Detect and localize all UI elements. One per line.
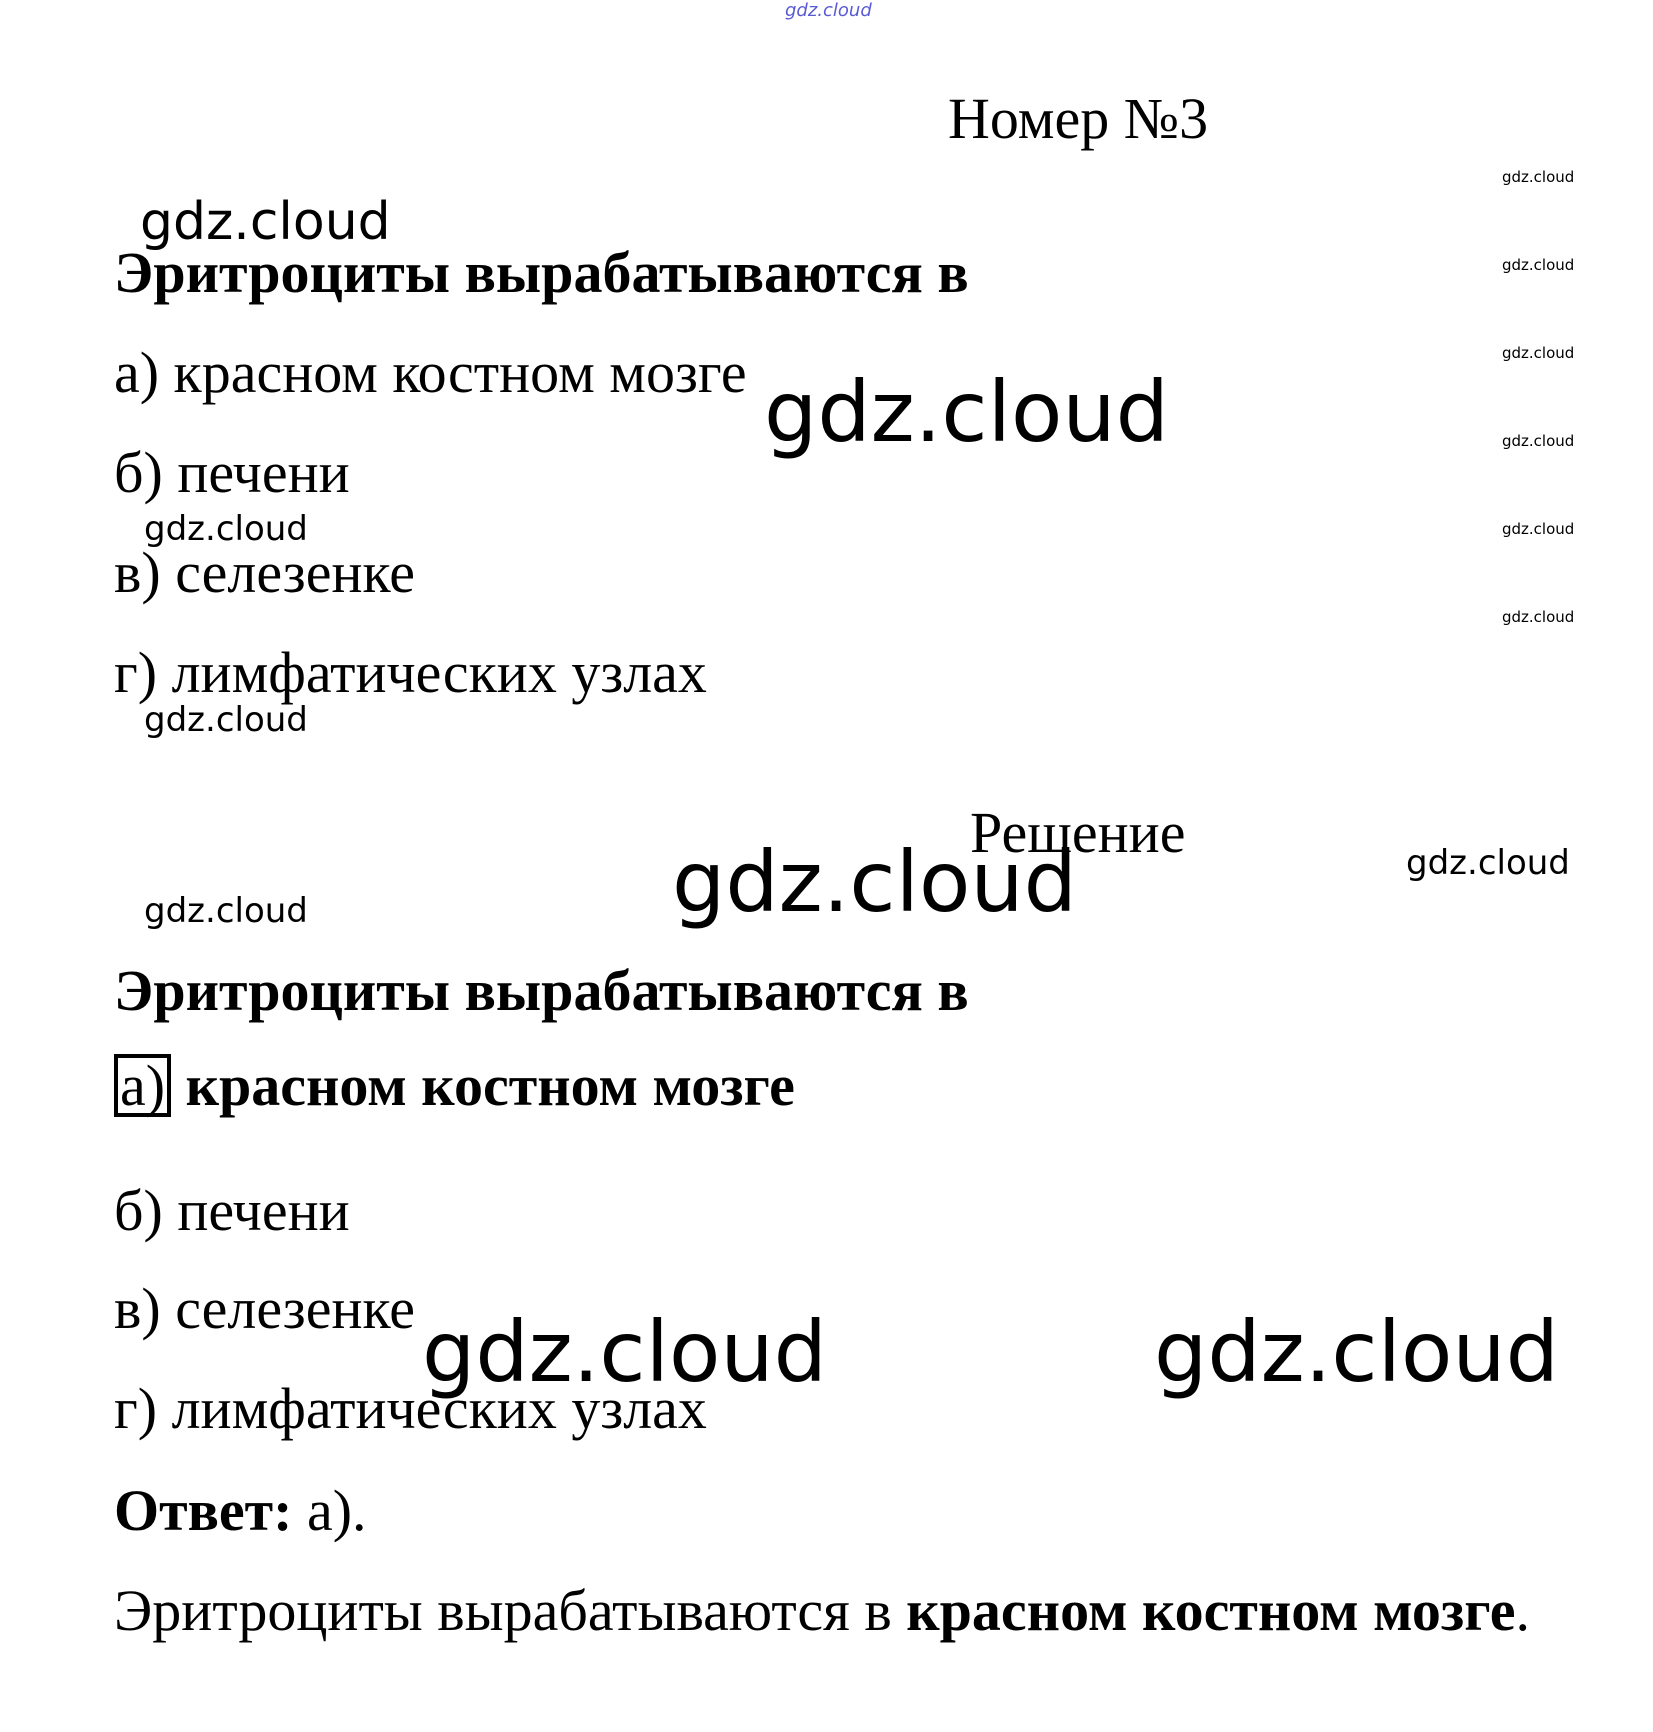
solution-heading: Решение — [970, 800, 1186, 865]
watermark-side: gdz.cloud — [1502, 256, 1575, 274]
watermark-small: gdz.cloud — [144, 891, 308, 931]
watermark-side: gdz.cloud — [1502, 344, 1575, 362]
question-option-g: г) лимфатических узлах — [114, 640, 707, 705]
explanation-line — [114, 1578, 1531, 1643]
question-option-v: в) селезенке — [114, 540, 415, 605]
question-option-b: б) печени — [114, 440, 350, 505]
watermark-side: gdz.cloud — [1502, 608, 1575, 626]
question-option-a: а) красном костном мозге — [114, 340, 747, 405]
explanation-bold: красном костном мозге — [906, 1578, 1516, 1643]
watermark-side: gdz.cloud — [1502, 520, 1575, 538]
solution-option-v: в) селезенке — [114, 1276, 415, 1341]
solution-option-b: б) печени — [114, 1178, 350, 1243]
answer-line — [114, 1478, 367, 1543]
page-title: Номер №3 — [948, 86, 1209, 151]
watermark-large: gdz.cloud — [422, 1303, 827, 1401]
watermark-medium: gdz.cloud — [140, 192, 391, 252]
correct-answer-text: красном костном мозге — [185, 1053, 795, 1118]
solution-option-g: г) лимфатических узлах — [114, 1376, 707, 1441]
explanation-suffix: . — [1515, 1578, 1531, 1643]
explanation-prefix: Эритроциты вырабатываются в — [114, 1578, 892, 1643]
watermark-side: gdz.cloud — [1502, 168, 1575, 186]
watermark-large: gdz.cloud — [764, 363, 1169, 461]
watermark-top: gdz.cloud — [785, 0, 872, 21]
correct-answer-box: а) — [114, 1054, 171, 1117]
solution-correct-option — [114, 1054, 795, 1117]
solution-prompt: Эритроциты вырабатываются в — [114, 958, 969, 1023]
watermark-large: gdz.cloud — [1154, 1303, 1559, 1401]
question-prompt: Эритроциты вырабатываются в — [114, 240, 969, 305]
watermark-large: gdz.cloud — [672, 833, 1077, 931]
watermark-small: gdz.cloud — [144, 509, 308, 549]
answer-value: а). — [306, 1478, 367, 1543]
watermark-side: gdz.cloud — [1502, 432, 1575, 450]
watermark-small: gdz.cloud — [144, 700, 308, 740]
watermark-small: gdz.cloud — [1406, 843, 1570, 883]
answer-label: Ответ: — [114, 1478, 293, 1543]
